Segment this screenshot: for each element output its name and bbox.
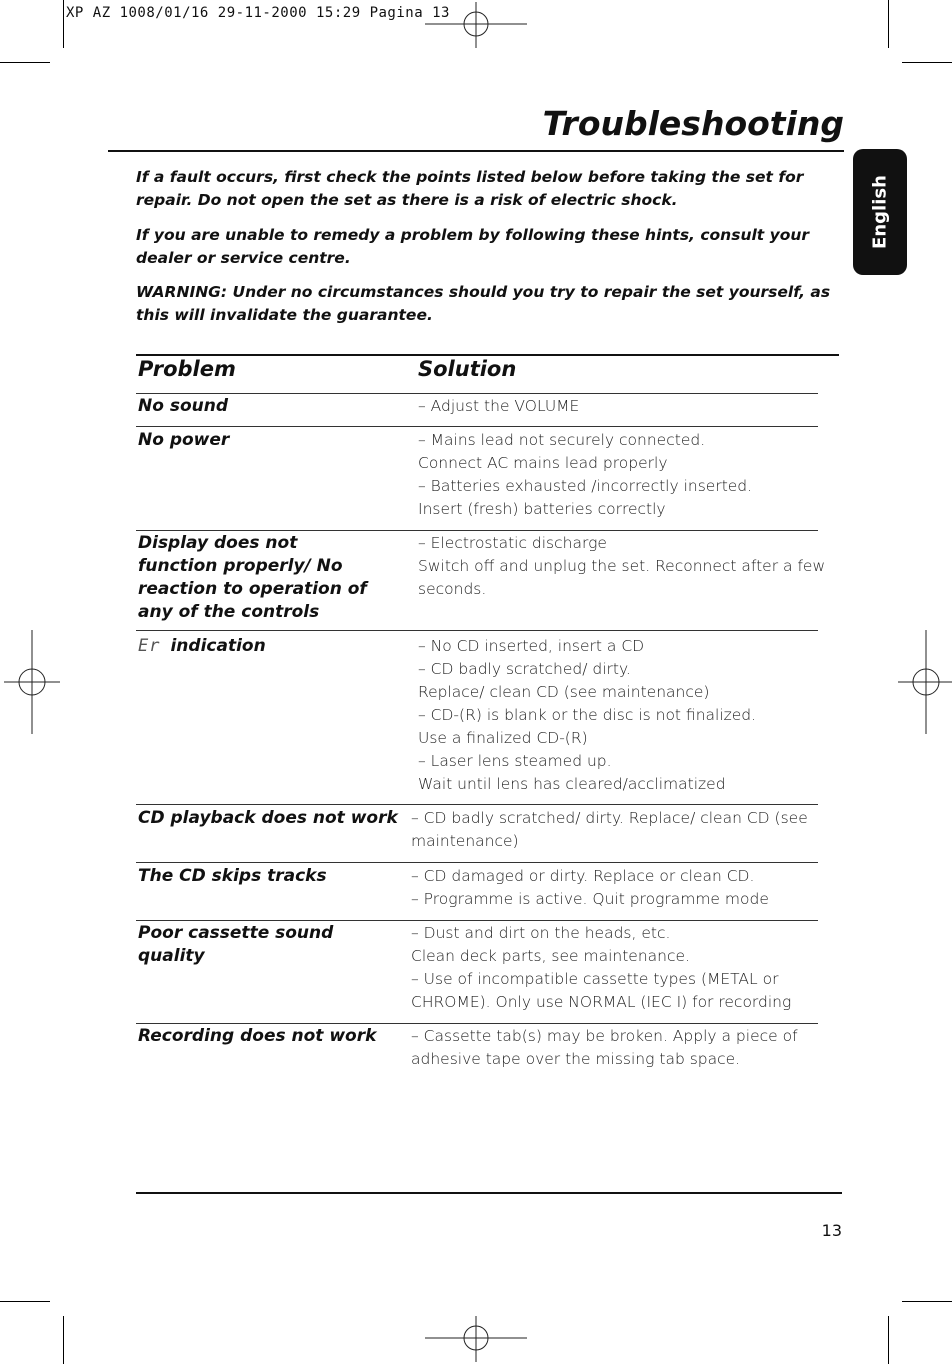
solution-cell	[411, 865, 769, 911]
crop-mark	[63, 1316, 64, 1364]
row-divider	[136, 530, 818, 531]
problem-cell: No power	[138, 430, 230, 450]
crop-mark	[0, 62, 50, 63]
problem-cell: No sound	[138, 396, 228, 416]
row-divider	[136, 920, 818, 921]
intro-paragraph: If you are unable to remedy a problem by following these hints, consult your dealer or service centre.	[136, 226, 810, 267]
solution-line: Replace/ clean CD (see maintenance)	[418, 683, 710, 701]
row-divider	[136, 393, 818, 394]
solution-line: Use a finalized CD-(R)	[418, 729, 588, 747]
registration-mark-icon	[898, 630, 952, 734]
solution-line: – Mains lead not securely connected.	[418, 431, 706, 449]
solution-line: seconds.	[418, 580, 487, 598]
intro-paragraph: If a fault occurs, first check the points listed below before taking the set for repair. Do not open the set as there is a risk of electric shock.	[136, 168, 804, 209]
solution-cell	[411, 1025, 798, 1071]
problem-cell: The CD skips tracks	[138, 866, 327, 886]
solution-line: – No CD inserted, insert a CD	[418, 637, 645, 655]
solution-line: – Adjust the VOLUME	[418, 397, 580, 415]
solution-cell	[418, 395, 579, 418]
problem-cell	[138, 635, 388, 658]
title-divider	[108, 150, 844, 152]
solution-line: – CD badly scratched/ dirty.	[418, 660, 631, 678]
solution-line: – Batteries exhausted /incorrectly inserted.	[418, 477, 753, 495]
solution-line: Clean deck parts, see maintenance.	[411, 947, 690, 965]
table-top-rule	[136, 354, 839, 356]
language-tab-label: English	[869, 175, 891, 249]
row-divider	[136, 426, 818, 427]
crop-mark	[888, 1316, 889, 1364]
page-number: 13	[821, 1221, 842, 1240]
solution-cell	[418, 429, 752, 521]
solution-line: – Cassette tab(s) may be broken. Apply a piece of	[411, 1027, 798, 1045]
crop-mark	[0, 1301, 50, 1302]
crop-mark	[888, 0, 889, 48]
row-divider	[136, 862, 818, 863]
solution-line: – Dust and dirt on the heads, etc.	[411, 924, 671, 942]
crop-mark	[902, 62, 952, 63]
row-divider	[136, 1023, 818, 1024]
solution-line: Connect AC mains lead properly	[418, 454, 668, 472]
registration-mark-icon	[4, 630, 60, 734]
problem-label: indication	[170, 636, 266, 656]
problem-cell: Poor cassette sound quality	[138, 923, 334, 966]
solution-cell	[411, 922, 791, 1014]
footer-divider	[136, 1192, 842, 1194]
crop-mark	[63, 0, 64, 48]
solution-line: Insert (fresh) batteries correctly	[418, 500, 666, 518]
solution-line: CHROME). Only use NORMAL (IEC I) for recording	[411, 993, 792, 1011]
page-title: Troubleshooting	[542, 104, 844, 143]
row-divider	[136, 630, 818, 631]
solution-line: – CD damaged or dirty. Replace or clean CD.	[411, 867, 755, 885]
solution-line: – Electrostatic discharge	[418, 534, 607, 552]
solution-line: – Programme is active. Quit programme mode	[411, 890, 769, 908]
column-header-solution: Solution	[418, 357, 517, 381]
solution-line: Switch off and unplug the set. Reconnect after a few	[418, 557, 826, 575]
print-slug: XP AZ 1008/01/16 29-11-2000 15:29 Pagina 13	[66, 5, 450, 21]
warning-paragraph: WARNING: Under no circumstances should you try to repair the set yourself, as this will invalidate the guarantee.	[136, 283, 831, 324]
registration-mark-icon	[425, 2, 527, 48]
solution-line: – Use of incompatible cassette types (METAL or	[411, 970, 779, 988]
problem-cell: Display does not function properly/ No reaction to operation of any of the controls	[138, 533, 367, 622]
solution-line: – CD-(R) is blank or the disc is not finalized.	[418, 706, 757, 724]
problem-cell: CD playback does not work	[138, 808, 398, 828]
solution-line: maintenance)	[411, 832, 519, 850]
registration-mark-icon	[425, 1316, 527, 1362]
error-code-display: Er	[138, 636, 161, 656]
solution-cell	[418, 532, 825, 601]
problem-cell: Recording does not work	[138, 1026, 377, 1046]
solution-line: adhesive tape over the missing tab space.	[411, 1050, 741, 1068]
row-divider	[136, 804, 818, 805]
solution-cell	[418, 635, 756, 796]
solution-line: – CD badly scratched/ dirty. Replace/ clean CD (see	[411, 809, 808, 827]
column-header-problem: Problem	[138, 357, 236, 381]
solution-cell	[411, 807, 808, 853]
solution-line: – Laser lens steamed up.	[418, 752, 612, 770]
crop-mark	[902, 1301, 952, 1302]
solution-line: Wait until lens has cleared/acclimatized	[418, 775, 726, 793]
language-tab	[853, 149, 907, 275]
